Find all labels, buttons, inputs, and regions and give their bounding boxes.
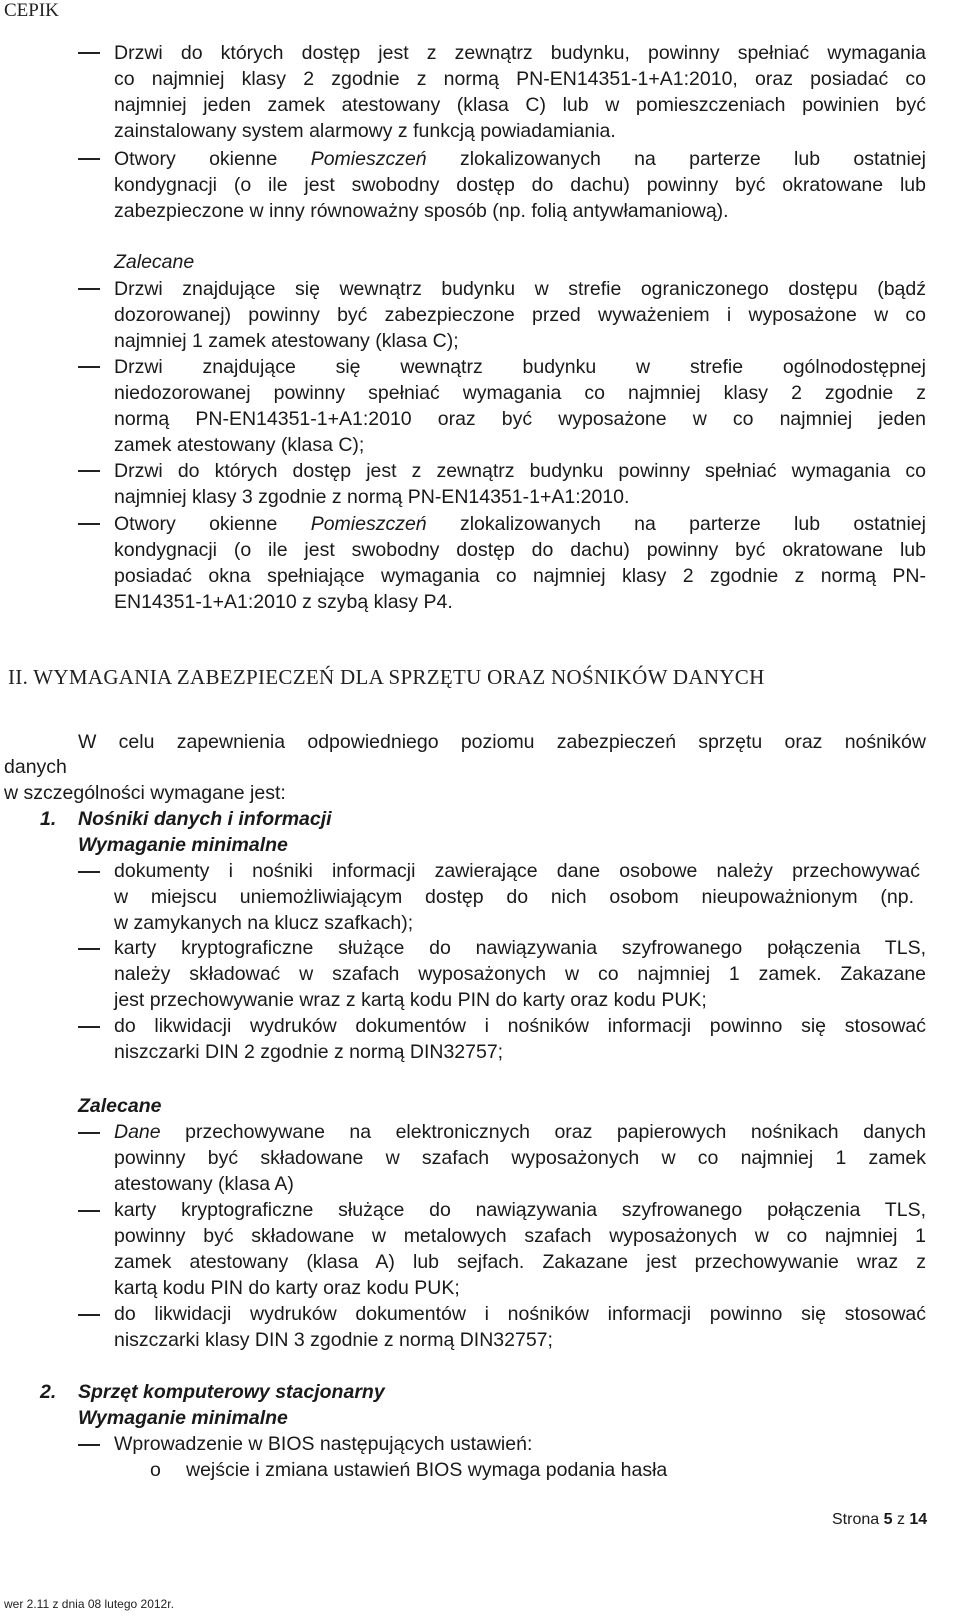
dash-bullet [78,523,100,525]
list-item-line: Wprowadzenie w BIOS następujących ustawień: [114,1433,533,1455]
list-item-line: zamek atestowany (klasa C); [114,434,365,456]
list-item-line: niedozorowanej powinny spełniać wymagania co najmniej klasy 2 zgodnie z [114,382,926,404]
list-item-line: należy składować w szafach wyposażonych w co najmniej 1 zamek. Zakazane [114,963,926,985]
minimum-heading: Wymaganie minimalne [78,1407,288,1429]
point-number: 1. [40,808,57,830]
intro-line: danych [4,756,67,778]
list-item-line: najmniej klasy 3 zgodnie z normą PN-EN14351-1+A1:2010. [114,486,630,508]
list-item-line: Drzwi do których dostęp jest z zewnątrz budynku powinny spełniać wymagania co [114,460,926,482]
dash-bullet [78,1026,100,1028]
list-item-line: najmniej jeden zamek atestowany (klasa C) lub w pomieszczeniach powinien być [114,94,926,116]
list-item-line: dozorowanej) powinny być zabezpieczone przed wyważeniem i wyposażone w co [114,304,926,326]
list-item-line: wejście i zmiana ustawień BIOS wymaga podania hasła [186,1459,668,1481]
dash-bullet [78,1314,100,1316]
list-item-line: powinny być składowane w metalowych szafach wyposażonych w co najmniej 1 [114,1225,926,1247]
list-item-line: w zamykanych na klucz szafkach); [114,912,414,934]
list-item-line: w miejscu uniemożliwiającym dostęp do nich osobom nieupoważnionym (np. [114,886,914,908]
dash-bullet [78,871,100,873]
dash-bullet [78,1132,100,1134]
list-item-line: karty kryptograficzne służące do nawiązywania szyfrowanego połączenia TLS, [114,1199,926,1221]
dash-bullet [78,948,100,950]
list-item-line: normą PN-EN14351-1+A1:2010 oraz być wyposażone w co najmniej jeden [114,408,926,430]
list-item-line: zabezpieczone w inny równoważny sposób (np. folią antywłamaniową). [114,200,729,222]
intro-line: w szczególności wymagane jest: [4,782,286,804]
recommended-heading: Zalecane [114,251,195,273]
point-title: Sprzęt komputerowy stacjonarny [78,1381,385,1403]
list-item-line: kondygnacji (o ile jest swobodny dostęp do dachu) powinny być okratowane lub [114,539,926,561]
list-item-line: Drzwi znajdujące się wewnątrz budynku w strefie ograniczonego dostępu (bądź [114,278,926,300]
list-item-line: posiadać okna spełniające wymagania co najmniej klasy 2 zgodnie z normą PN- [114,565,926,587]
intro-line: W celu zapewnienia odpowiedniego poziomu zabezpieczeń sprzętu oraz nośników [78,731,926,753]
list-item-line: Drzwi do których dostęp jest z zewnątrz budynku, powinny spełniać wymagania [114,42,926,64]
list-item-line: zamek atestowany (klasa A) lub sejfach. Zakazane jest przechowywanie wraz z [114,1251,926,1273]
list-item-line: zainstalowany system alarmowy z funkcją powiadamiania. [114,120,616,142]
page-number: Strona 5 z 14 [832,1511,928,1528]
point-number: 2. [40,1381,57,1403]
dash-bullet [78,288,100,290]
list-item-line: Otwory okienne Pomieszczeń zlokalizowanych na parterze lub ostatniej [114,513,926,535]
dash-bullet [78,158,100,160]
list-item-line: Drzwi znajdujące się wewnątrz budynku w strefie ogólnodostępnej [114,356,926,378]
header-brand: CEPIK [4,0,59,21]
list-item-line: powinny być składowane w szafach wyposażonych w co najmniej 1 zamek [114,1147,926,1169]
recommended-heading: Zalecane [78,1095,162,1117]
dash-bullet [78,52,100,54]
list-item-line: do likwidacji wydruków dokumentów i nośników informacji powinno się stosować [114,1303,926,1325]
list-item-line: jest przechowywanie wraz z kartą kodu PIN do karty oraz kodu PUK; [114,989,707,1011]
dash-bullet [78,470,100,472]
list-item-line: atestowany (klasa A) [114,1173,294,1195]
list-item-line: Dane przechowywane na elektronicznych oraz papierowych nośnikach danych [114,1121,926,1143]
list-item-line: karty kryptograficzne służące do nawiązywania szyfrowanego połączenia TLS, [114,937,926,959]
list-item-line: kondygnacji (o ile jest swobodny dostęp do dachu) powinny być okratowane lub [114,174,926,196]
dash-bullet [78,1444,100,1446]
list-item-line: dokumenty i nośniki informacji zawierające dane osobowe należy przechowywać [114,860,920,882]
list-item-line: niszczarki klasy DIN 3 zgodnie z normą DIN32757; [114,1329,553,1351]
version-footer: wer 2.11 z dnia 08 lutego 2012r. [4,1597,174,1611]
list-item-line: kartą kodu PIN do karty oraz kodu PUK; [114,1277,460,1299]
list-item-line: niszczarki DIN 2 zgodnie z normą DIN32757; [114,1041,504,1063]
list-item-line: Otwory okienne Pomieszczeń zlokalizowanych na parterze lub ostatniej [114,148,926,170]
list-item-line: co najmniej klasy 2 zgodnie z normą PN-EN14351-1+A1:2010, oraz posiadać co [114,68,926,90]
list-item-line: do likwidacji wydruków dokumentów i nośników informacji powinno się stosować [114,1015,926,1037]
minimum-heading: Wymaganie minimalne [78,834,288,856]
dash-bullet [78,366,100,368]
section-title: II. WYMAGANIA ZABEZPIECZEŃ DLA SPRZĘTU ORAZ NOŚNIKÓW DANYCH [8,665,765,689]
circle-bullet: o [150,1459,161,1481]
list-item-line: najmniej 1 zamek atestowany (klasa C); [114,330,459,352]
dash-bullet [78,1210,100,1212]
list-item-line: EN14351-1+A1:2010 z szybą klasy P4. [114,591,453,613]
point-title: Nośniki danych i informacji [78,808,332,830]
